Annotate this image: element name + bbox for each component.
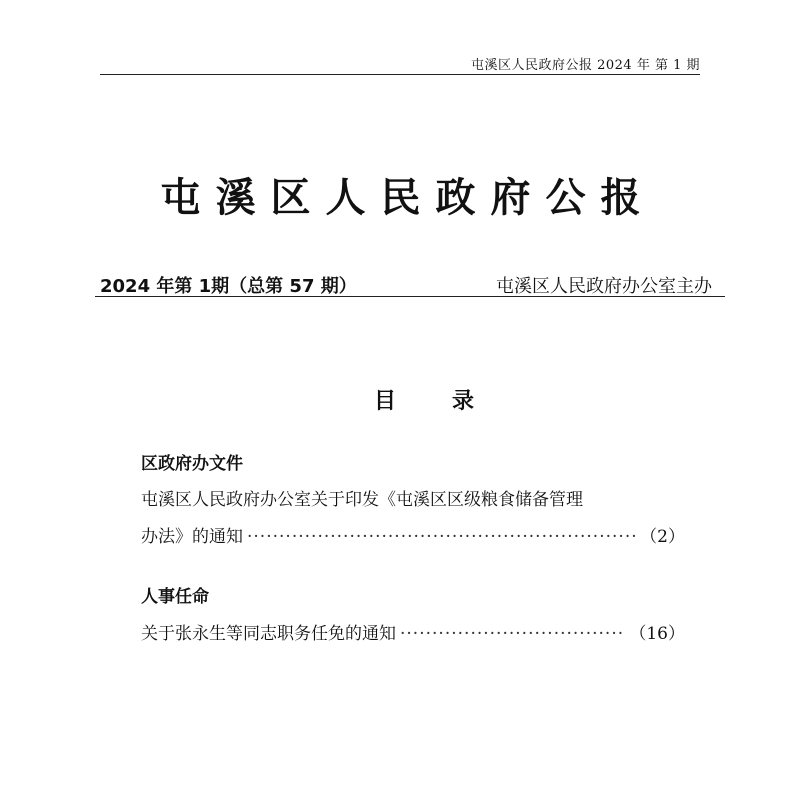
toc-entry-grain-reserve-line2[interactable]	[141, 522, 685, 547]
toc-entry-appointments[interactable]	[141, 619, 685, 644]
toc-page-number: （2）	[640, 527, 685, 547]
publisher: 屯溪区人民政府办公室主办	[496, 276, 712, 297]
section-heading-personnel: 人事任命	[141, 587, 209, 607]
issue-rule	[95, 296, 725, 297]
issue-info: 2024 年第 1期（总第 57 期）	[100, 276, 357, 297]
toc-page-number: （16）	[629, 624, 685, 644]
masthead-title: 屯溪区人民政府公报	[160, 175, 656, 221]
header-rule	[100, 74, 700, 75]
toc-entry-text: 办法》的通知	[141, 527, 243, 547]
section-heading-district-docs: 区政府办文件	[141, 454, 243, 474]
dot-leader	[400, 624, 625, 644]
toc-title: 目录	[374, 389, 531, 414]
running-header: 屯溪区人民政府公报 2024 年 第 1 期	[470, 58, 700, 73]
toc-entry-text: 关于张永生等同志职务任免的通知	[141, 624, 396, 644]
toc-entry-grain-reserve-line1[interactable]: 屯溪区人民政府办公室关于印发《屯溪区区级粮食储备管理	[141, 490, 583, 510]
dot-leader	[247, 527, 636, 547]
